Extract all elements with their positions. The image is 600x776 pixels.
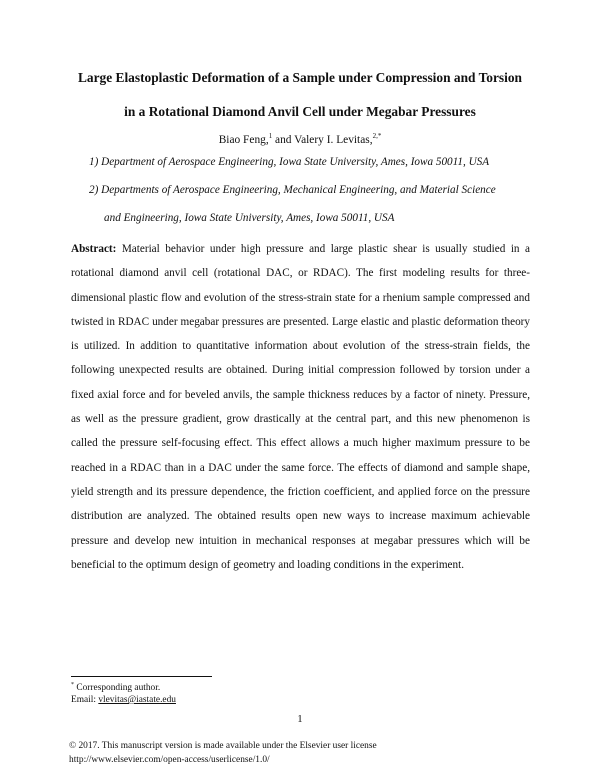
affiliation-marker: 2,*: [372, 132, 382, 141]
footnote-marker: *: [71, 681, 74, 688]
paper-title-line-1: Large Elastoplastic Deformation of a Sample under Compression and Torsion: [77, 70, 523, 85]
abstract: [71, 237, 530, 577]
author-joiner: and: [272, 134, 295, 146]
footnote-divider: [71, 676, 212, 677]
affiliation-marker: 1: [268, 132, 273, 141]
footnote-email: [71, 695, 176, 705]
license-notice: © 2017. This manuscript version is made available under the Elsevier user license: [69, 741, 377, 751]
license-url[interactable]: http://www.elsevier.com/open-access/userlicense/1.0/: [69, 755, 270, 765]
footnote-corresponding: [71, 683, 160, 693]
abstract-text: Material behavior under high pressure and large plastic shear is usually studied in a rotational diamond anvil cell (rotational DAC, or RDAC). The first modeling results for three-dimensional plastic flow and evolution of the stress-strain state for a rhenium sample compressed and twisted in RDAC under megabar pressures are presented. Large elastic and plastic deformation theory is utilized. In addition to quantitative information about evolution of the stress-strain fields, the following unexpected results are obtained. During initial compression followed by torsion under a fixed axial force and for beveled anvils, the sample thickness reduces by a factor of ninety. Pressure, as well as the pressure gradient, grow drastically at the central part, and this new phenomenon is called the pressure self-focusing effect. This effect allows a much higher maximum pressure to be reached in a RDAC than in a DAC under the same force. The effects of diamond and sample shape, yield strength and its pressure dependence, the friction coefficient, and applied force on the pressure distribution are analyzed. The obtained results open new ways to increase maximum achievable pressure and develop new intuition in mechanical responses at megabar pressures which will be beneficial to the optimum design of geometry and loading conditions in the experiment.: [71, 243, 530, 571]
email-label: Email:: [71, 695, 99, 705]
author-name: Biao Feng,: [218, 134, 269, 146]
page-number: 1: [297, 713, 303, 725]
affiliation-1: 1) Department of Aerospace Engineering, Iowa State University, Ames, Iowa 50011, USA: [89, 156, 490, 168]
email-link[interactable]: vlevitas@iastate.edu: [98, 695, 176, 705]
author-list: [0, 134, 600, 146]
abstract-label: Abstract:: [71, 243, 117, 255]
footnote-text: Corresponding author.: [74, 683, 161, 693]
paper-title-line-2: in a Rotational Diamond Anvil Cell under Megabar Pressures: [124, 104, 476, 119]
affiliation-2: 2) Departments of Aerospace Engineering, Mechanical Engineering, and Material Science: [89, 184, 496, 196]
affiliation-2-continued: and Engineering, Iowa State University, Ames, Iowa 50011, USA: [104, 212, 395, 224]
author-name: Valery I. Levitas,: [294, 134, 373, 146]
